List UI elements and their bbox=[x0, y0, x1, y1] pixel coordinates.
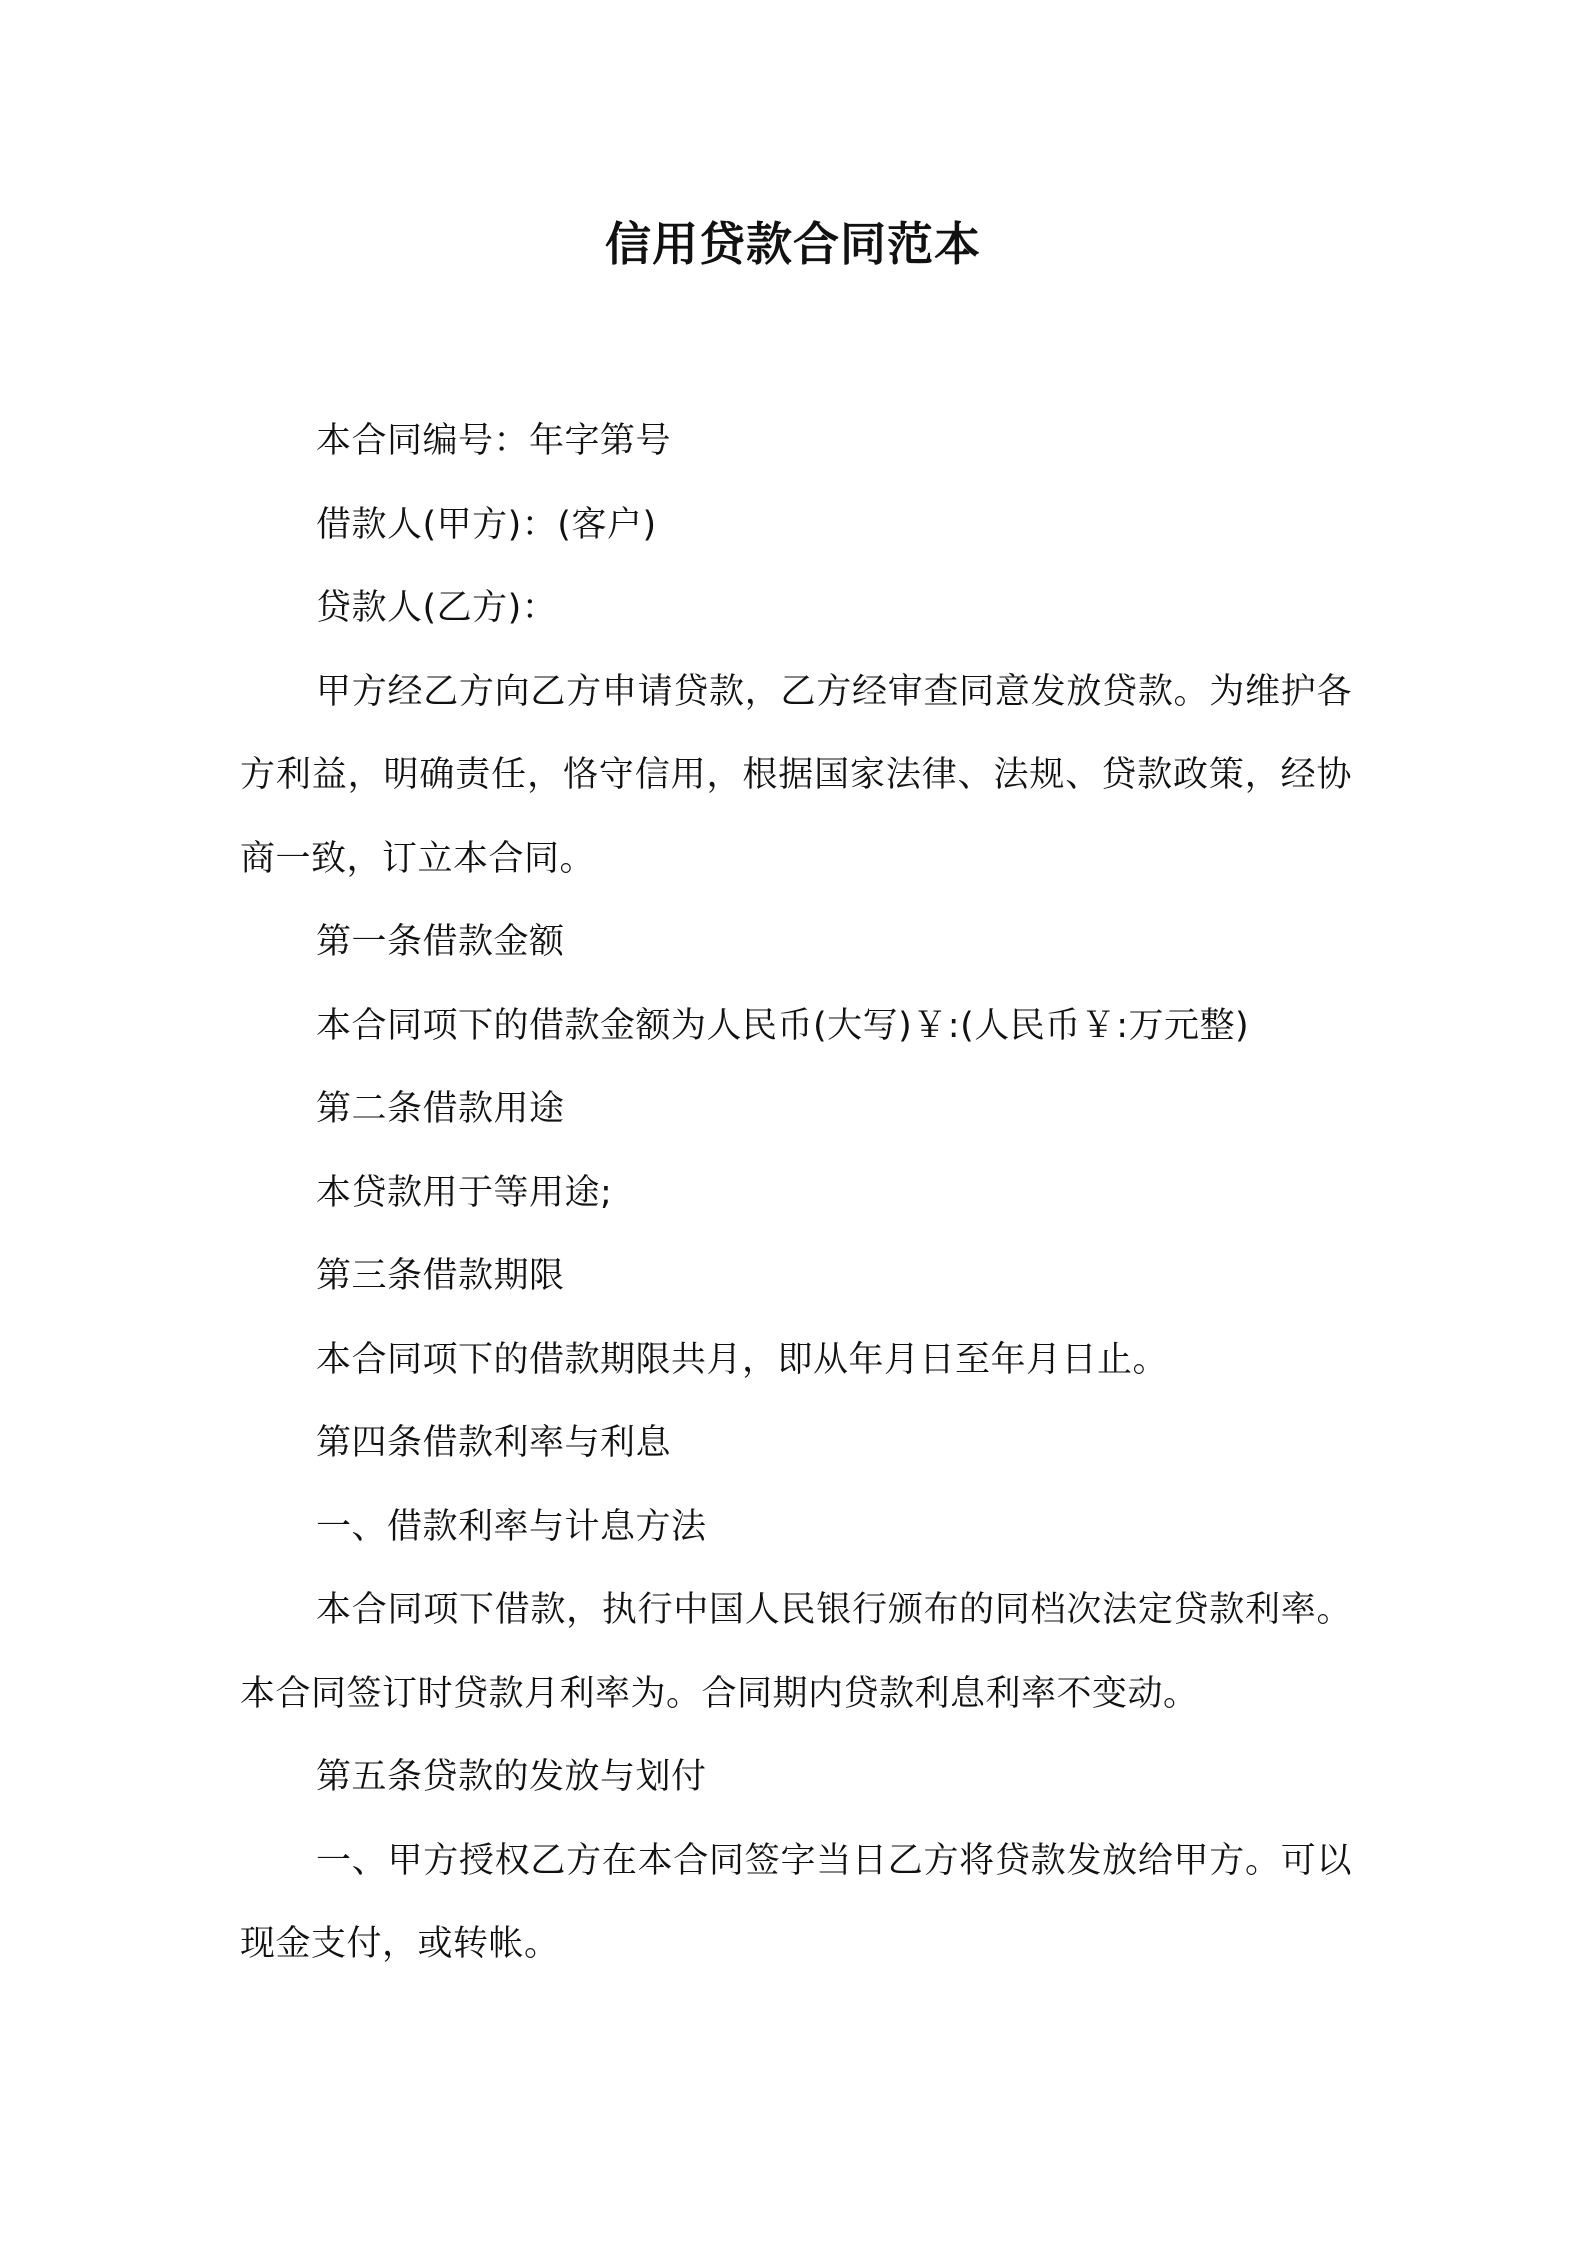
article-3-heading: 第三条借款期限 bbox=[316, 1256, 565, 1296]
lender-line: 贷款人(乙方)： bbox=[316, 588, 558, 628]
article-2-text: 本贷款用于等用途; bbox=[316, 1172, 613, 1213]
article-5-text: 一、甲方授权乙方在本合同签字当日乙方将贷款发放给甲方。可以现金支付，或转帐。 bbox=[240, 1840, 1352, 1964]
article-2-heading: 第二条借款用途 bbox=[316, 1089, 565, 1129]
article-5-heading: 第五条贷款的发放与划付 bbox=[316, 1757, 707, 1797]
borrower-line: 借款人(甲方)：(客户) bbox=[316, 504, 657, 545]
article-1-heading: 第一条借款金额 bbox=[316, 922, 565, 962]
article-4-text: 本合同项下借款，执行中国人民银行颁布的同档次法定贷款利率。本合同签订时贷款月利率为。合同期内贷款利息利率不变动。 bbox=[240, 1590, 1352, 1714]
article-1-text: 本合同项下的借款金额为人民币(大写)￥:(人民币￥:万元整) bbox=[316, 1005, 1250, 1046]
preamble-paragraph: 甲方经乙方向乙方申请贷款，乙方经审查同意发放贷款。为维护各方利益，明确责任，恪守信用，根据国家法律、法规、贷款政策，经协商一致，订立本合同。 bbox=[240, 671, 1352, 879]
article-3-text: 本合同项下的借款期限共月，即从年月日至年月日止。 bbox=[316, 1339, 1169, 1380]
document-title: 信用贷款合同范本 bbox=[605, 217, 981, 271]
article-4-heading: 第四条借款利率与利息 bbox=[316, 1423, 672, 1463]
contract-number-line: 本合同编号：年字第号 bbox=[316, 421, 672, 461]
article-4-subheading: 一、借款利率与计息方法 bbox=[316, 1506, 707, 1547]
document-body bbox=[240, 400, 1352, 1987]
